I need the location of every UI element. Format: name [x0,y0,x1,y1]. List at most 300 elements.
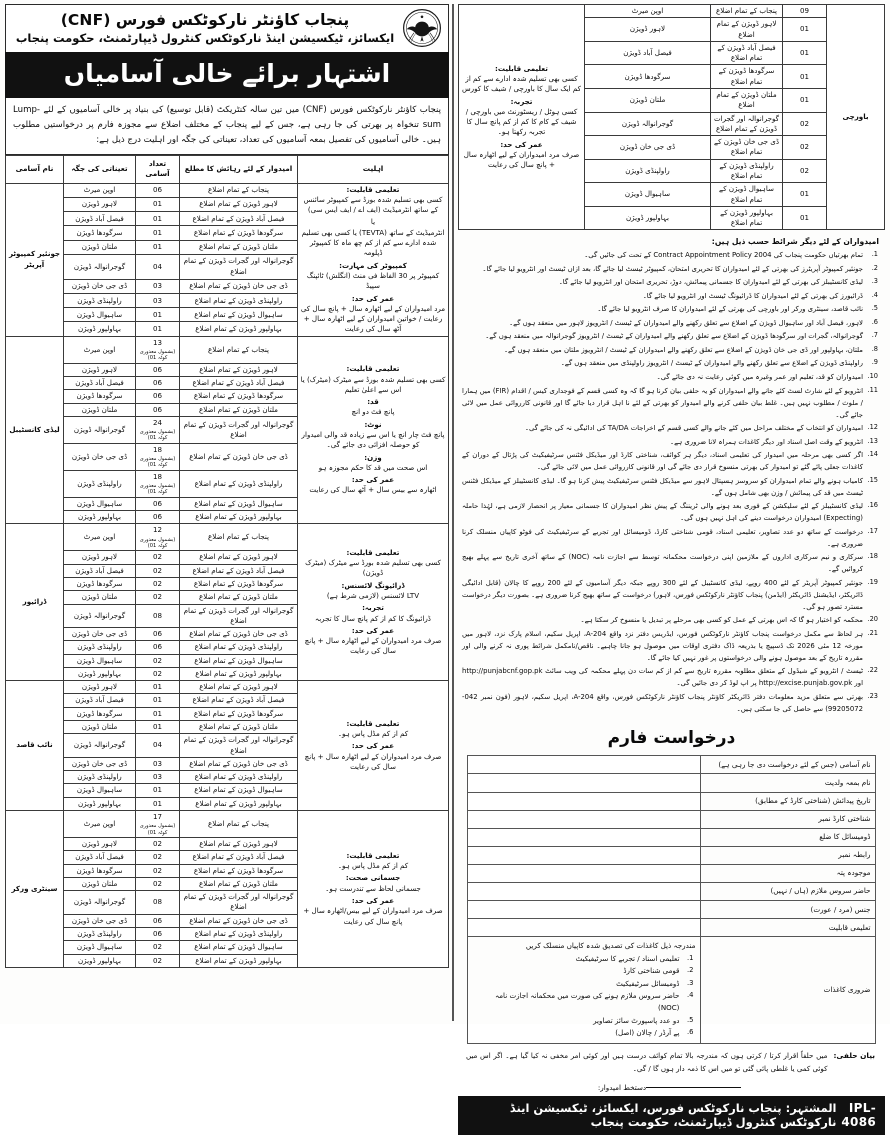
post-name-cell: سینٹری ورکر [6,811,64,968]
domicile-cell: راولپنڈی ڈویژن کے تمام اضلاع [180,294,298,308]
form-field-label: تعلیمی قابلیت [701,919,876,937]
table-row [6,681,449,694]
posting-place-cell: فیصل آباد ڈویژن [585,41,711,65]
eligibility-heading: تجربہ: [362,603,384,613]
disability-quota-note: (بشمول معذوری کوٹہ 01) [139,536,176,550]
vacancy-count: 02 [783,136,827,160]
posting-place-cell: لاہور ڈویژن [64,363,136,376]
form-field-label: نام آسامی (جس کے لئے درخواست دی جا رہی ہے) [701,756,876,774]
vacancy-count: 06 [136,927,180,940]
posting-place-cell: راولپنڈی ڈویژن [585,159,711,183]
vacancy-count: 02 [136,654,180,667]
vacancy-count: 01 [136,226,180,240]
vacancy-count: 03 [136,279,180,293]
domicile-cell: فیصل آباد ڈویژن کے تمام اضلاع [180,212,298,226]
post-name-cell: لیڈی کانسٹیبل [6,336,64,524]
form-field-label: رابطہ نمبر [701,846,876,864]
vacancy-count: 03 [136,757,180,770]
posting-place-cell: راولپنڈی ڈویژن [64,470,136,497]
eligibility-text: پانچ فٹ چار انچ یا اس سے زیادہ قد والی امیدوار کو حوصلہ افزائی دی جائے گی۔ [301,430,445,450]
signature-row [458,1078,885,1096]
posting-place-cell: ڈی جی خان ڈویژن [585,136,711,160]
vacancy-count: 02 [136,941,180,954]
domicile-cell: بہاولپور ڈویژن کے تمام اضلاع [180,511,298,524]
vacancy-count: 02 [136,564,180,577]
condition-item: لیڈی کانسٹیبلز کے لئے سلیکشن کے فوری بعد ہونے والی ٹریننگ کے پیش نظر امیدواران کا جسمانی معیار پر انحصار لازمی ہے، لہٰذا حاملہ (Expecting) امیدواران درخواست دینے کی اہل نہیں ہوں گی۔ [462,502,863,523]
disability-quota-note: (بشمول معذوری کوٹہ 01) [139,456,176,469]
vacancy-count: 01 [136,694,180,707]
domicile-cell: راولپنڈی ڈویژن کے تمام اضلاع [711,159,783,183]
vacancy-count: 01 [136,197,180,211]
posting-place-cell: فیصل آباد ڈویژن [64,376,136,389]
col-domicile: امیدوار کے لئے رہائش کا مطلع [180,155,298,183]
post-name-cell: جونئیر کمپیوٹر آپریٹر [6,183,64,336]
condition-item: امیدواران کو قد، تعلیم اور عمر وغیرہ میں کوئی رعایت نہ دی جائے گی۔ [656,372,863,381]
condition-item: سرکاری و نیم سرکاری اداروں کے ملازمین اپنی درخواست محکمانہ توسط سے اجازت نامہ (NOC) کے ساتھ آخری تاریخ سے پہلے بھیج کروائیں گے۔ [462,553,863,574]
posting-place-cell: ساہیوال ڈویژن [585,183,711,207]
vacancy-count: 01 [136,681,180,694]
domicile-cell: لاہور ڈویژن کے تمام اضلاع [180,197,298,211]
form-row [467,864,876,882]
document-item: حاضر سروس ملازم ہونے کی صورت میں محکمانہ اجازت نامہ (NOC) [495,990,680,1013]
eligibility-text: ڈرائیونگ کا کم از کم پانچ سال کا تجربہ [315,613,431,623]
domicile-cell: ڈی جی خان ڈویژن کے تمام اضلاع [180,914,298,927]
vacancy-count: 02 [136,577,180,590]
condition-item: ڈرائیورز کی بھرتی کے لئے امیدواران کا ڈرائیونگ ٹیسٹ اور انٹرویو لیا جائے گا۔ [642,291,863,300]
domicile-cell: ساہیوال ڈویژن کے تمام اضلاع [711,183,783,207]
eligibility-cell [298,336,449,524]
domicile-cell: پنجاب کے تمام اضلاع [711,5,783,18]
ipl-reference: IPL-4086 [841,1100,876,1129]
eligibility-text: انٹرمیڈیٹ کے ساتھ (TEVTA) یا کسی بھی تسلیم شدہ ادارے سے کم از کم چھ ماہ کا کمپیوٹر ڈپلومہ [301,227,445,258]
form-field-input[interactable] [467,901,701,919]
document-item: قومی شناختی کارڈ [623,966,680,976]
posting-place-cell: بہاولپور ڈویژن [64,797,136,810]
left-column [453,4,885,1129]
eligibility-text: کسی بھی تسلیم شدہ بورڈ سے کمپیوٹر سائنس کے ساتھ انٹرمیڈیٹ (ایف اے / ایف ایس سی) [303,195,443,215]
table-row [6,524,449,551]
signature-line [646,1087,741,1088]
eligibility-text: کمپیوٹر پر 30 الفاظ فی منٹ (انگلش) ٹائپنگ سپیڈ [306,271,440,291]
domicile-cell: فیصل آباد ڈویژن کے تمام اضلاع [180,851,298,864]
posting-place-cell: ساہیوال ڈویژن [64,308,136,322]
form-field-label: ڈومیسائل کا ضلع [701,828,876,846]
conditions-section [458,230,885,720]
posting-place-cell: ملتان ڈویژن [64,591,136,604]
eligibility-text: جسمانی لحاظ سے تندرست ہو۔ [325,883,421,893]
eligibility-text: اس صحت میں قد کا حکم مجوزہ ہو [318,462,428,472]
vacancy-count: 18 (بشمول معذوری کوٹہ 01) [136,470,180,497]
posting-place-cell: اوپن میرٹ [64,811,136,838]
posting-place-cell: گوجرانوالہ ڈویژن [64,604,136,628]
posting-place-cell: گوجرانوالہ ڈویژن [64,416,136,443]
condition-item: گوجرانوالہ، گجرات اور سرگودھا ڈویژن کے اضلاع سے تعلق رکھنے والے امیدواران کے ٹیسٹ / انٹرویوز گوجرانوالہ میں منعقد ہوں گے۔ [485,332,863,341]
domicile-cell: سرگودھا ڈویژن کے تمام اضلاع [711,65,783,89]
condition-item: لیڈی کانسٹیبلز کی بھرتی کے لئے امیدواران کا جسمانی پیمائش، دوڑ، تحریری امتحان اور انٹرویو لیا جائے گا۔ [558,278,863,287]
posting-place-cell: راولپنڈی ڈویژن [64,294,136,308]
vacancy-count: 01 [136,797,180,810]
eligibility-heading: تعلیمی قابلیت: [346,850,400,860]
form-rows [467,756,876,1044]
eligibility-heading: ڈرائیونگ لائسنس: [341,580,405,590]
form-field-input[interactable] [467,828,701,846]
vacancy-count: 06 [136,914,180,927]
document-item: دو عدد پاسپورٹ سائز تصاویر [593,1015,680,1025]
eligibility-text: صرف مرد امیدواران کے لیے اٹھارہ سال + پانچ سال کی رعایت [304,751,442,772]
vacancy-count: 06 [136,628,180,641]
condition-item: ہر لحاظ سے مکمل درخواست پنجاب کاؤنٹر نارکوٹکس فورس، ایڈریس دفتر نزد واقع A-204، اپریل سکیم، اسلام پارک نزد، لاہور میں مورخہ 12 مئی 2026 تک ڈسپیچ یا بذریعہ ڈاک دفتری اوقات میں موصول ہو جانا چاہیے۔ ناقص/نامکمل شرائط پوری نہ کرنے والی اور مقررہ تاریخ کے بعد موصول ہونے والی درخواستوں پر غور نہیں کیا جائے گا۔ [462,629,863,662]
domicile-cell: پنجاب کے تمام اضلاع [180,336,298,363]
form-row [467,774,876,792]
eligibility-text: صرف مرد امیدواران کے لیے بیس/اٹھارہ سال + پانچ سال کی رعایت [303,906,443,926]
domicile-cell: ڈی جی خان ڈویژن کے تمام اضلاع [180,443,298,470]
eligibility-heading: عمر کی حد: [351,741,395,751]
declaration-block [458,1044,885,1078]
posting-place-cell: راولپنڈی ڈویژن [64,771,136,784]
domicile-cell: لاہور ڈویژن کے تمام اضلاع [711,18,783,42]
domicile-cell: ڈی جی خان ڈویژن کے تمام اضلاع [180,279,298,293]
condition-item: تمام بھرتیاں حکومت پنجاب کی Contract Appointment Policy 2004 کے تحت کی جائیں گی۔ [584,251,863,260]
form-row [467,919,876,937]
document-item: تعلیمی اسناد / تجربے کا سرٹیفیکیٹ [575,953,680,963]
baburchi-vacancy-table [458,4,885,230]
right-column [5,4,453,1021]
eligibility-text: صرف مرد امیدواران کے لیے اٹھارہ سال + پانچ سال کی رعایت [463,150,580,170]
domicile-cell: ملتان ڈویژن کے تمام اضلاع [180,877,298,890]
vacancy-count: 02 [783,159,827,183]
org-title: پنجاب کاؤنٹر نارکوٹکس فورس (CNF) [60,10,350,29]
publisher-text: المشتہر: پنجاب نارکوٹکس فورس، ایکسائز، ٹیکسیشن اینڈ نارکوٹکس کنٹرول ڈیپارٹمنٹ، حکومت پنجاب [509,1100,837,1129]
domicile-cell: فیصل آباد ڈویژن کے تمام اضلاع [711,41,783,65]
vacancy-count: 02 [136,877,180,890]
domicile-cell: ملتان ڈویژن کے تمام اضلاع [180,403,298,416]
posting-place-cell: بہاولپور ڈویژن [585,206,711,230]
conditions-heading: امیدواران کے لئے دیگر شرائط حسب ذیل ہیں: [711,237,879,247]
form-field-input[interactable] [467,846,701,864]
eligibility-heading: تجربہ: [510,96,533,106]
domicile-cell: فیصل آباد ڈویژن کے تمام اضلاع [180,376,298,389]
post-name-cell: نائب قاصد [6,681,64,811]
form-title: درخواست فارم [607,728,736,749]
eligibility-cell [298,811,449,968]
domicile-cell: ساہیوال ڈویژن کے تمام اضلاع [180,654,298,667]
conditions-list [462,249,879,715]
eligibility-text: صرف مرد امیدواران کے لیے اٹھارہ سال + پانچ سال کی رعایت [304,636,442,656]
domicile-cell: لاہور ڈویژن کے تمام اضلاع [180,363,298,376]
vacancy-count: 01 [136,784,180,797]
table-row [6,336,449,363]
vacancy-count: 06 [136,390,180,403]
domicile-cell: راولپنڈی ڈویژن کے تمام اضلاع [180,641,298,654]
documents-list [473,953,696,1040]
domicile-cell: فیصل آباد ڈویژن کے تمام اضلاع [180,564,298,577]
domicile-cell: گوجرانوالہ اور گجرات ڈویژن کے تمام اضلاع [180,734,298,758]
eligibility-text: کم از کم مڈل پاس ہو۔ [337,861,409,871]
posting-place-cell: بہاولپور ڈویژن [64,511,136,524]
posting-place-cell: سرگودھا ڈویژن [64,226,136,240]
eligibility-text: مرد امیدواران کے لیے اٹھارہ سال + پانچ سال کی رعایت / خواتین امیدواران کے لیے اٹھارہ سال + آٹھ سال کی رعایت [300,303,446,334]
eligibility-heading: عمر کی حد: [351,625,395,635]
eligibility-heading: تعلیمی قابلیت: [495,63,548,73]
domicile-cell: راولپنڈی ڈویژن کے تمام اضلاع [180,927,298,940]
domicile-cell: سرگودھا ڈویژن کے تمام اضلاع [180,390,298,403]
form-field-label: نام بمعہ ولدیت [701,774,876,792]
vacancy-count: 02 [136,551,180,564]
eligibility-heading: عمر کی حد: [351,896,395,906]
eligibility-cell [298,681,449,811]
condition-item: انٹرویو کے وقت اصل اسناد اور دیگر کاغذات ہمراہ لانا ضروری ہے۔ [670,437,863,446]
eligibility-heading: تعلیمی قابلیت: [346,184,400,194]
eligibility-cell [459,5,585,230]
domicile-cell: ساہیوال ڈویژن کے تمام اضلاع [180,784,298,797]
domicile-cell: ملتان ڈویژن کے تمام اضلاع [180,240,298,254]
posting-place-cell: ڈی جی خان ڈویژن [64,628,136,641]
posting-place-cell: ساہیوال ڈویژن [64,654,136,667]
posting-place-cell: ملتان ڈویژن [64,721,136,734]
form-row [467,882,876,900]
domicile-cell: ملتان ڈویژن کے تمام اضلاع [180,591,298,604]
table-row [6,183,449,197]
vacancy-count: 09 [783,5,827,18]
vacancy-count: 06 [136,183,180,197]
posting-place-cell: ڈی جی خان ڈویژن [64,279,136,293]
posting-place-cell: ساہیوال ڈویژن [64,784,136,797]
eligibility-text: کسی ہوٹل / ریسٹورنٹ میں باورچی / شیف کے کام کا کم از کم پانچ سال کا تجربہ رکھتا ہو۔ [465,106,578,137]
eligibility-text: LTV لائسنس (لازمی شرط ہے) [326,591,420,600]
vacancy-count: 03 [136,771,180,784]
condition-item: بھرتی سے متعلق مزید معلومات دفتر ڈائریکٹر کاؤنٹر پنجاب کاؤنٹر نارکوٹکس فورس، واقع A-204، اپریل سکیم، لاہور (فون نمبر 042-99205072) سے حاصل کی جا سکتی ہیں۔ [462,692,863,713]
domicile-cell: ڈی جی خان ڈویژن کے تمام اضلاع [180,628,298,641]
domicile-cell: لاہور ڈویژن کے تمام اضلاع [180,681,298,694]
vacancy-count: 01 [136,240,180,254]
vacancy-count: 06 [136,641,180,654]
domicile-cell: بہاولپور ڈویژن کے تمام اضلاع [180,797,298,810]
advertisement-banner: اشتہار برائے خالی آسامیاں [5,52,449,98]
posting-place-cell: بہاولپور ڈویژن [64,954,136,967]
vacancy-count: 03 [136,294,180,308]
eligibility-heading: نوٹ: [364,419,382,429]
document-item: ڈومیسائل سرٹیفیکیٹ [616,978,680,988]
vacancy-count: 17 (بشمول معذوری کوٹہ 01) [136,811,180,838]
domicile-cell: لاہور ڈویژن کے تمام اضلاع [180,551,298,564]
condition-item: نائب قاصد، سینٹری ورکر اور باورچی کی بھرتی کے لئے امیدواران کا صرف انٹرویو لیا جائے گا۔ [597,305,863,314]
vacancy-count: 06 [136,403,180,416]
eligibility-text: کسی بھی تسلیم شدہ ادارے سے کم از کم ایک سال کا باورچی / شیف کا کورس [462,74,581,94]
posting-place-cell: ملتان ڈویژن [64,240,136,254]
eligibility-cell [298,183,449,336]
eligibility-text: کسی بھی تسلیم شدہ بورڈ سے میٹرک (میٹرک ڈویژن) [305,558,441,578]
col-count: تعداد آسامی [136,155,180,183]
table-row [6,811,449,838]
form-row [467,846,876,864]
domicile-cell: بہاولپور ڈویژن کے تمام اضلاع [180,322,298,336]
posting-place-cell: ڈی جی خان ڈویژن [64,914,136,927]
vacancy-count: 01 [783,183,827,207]
disability-quota-note: (بشمول معذوری کوٹہ 01) [139,483,176,496]
posting-place-cell: لاہور ڈویژن [64,838,136,851]
domicile-cell: لاہور ڈویژن کے تمام اضلاع [180,838,298,851]
vacancy-count: 24 (بشمول معذوری کوٹہ 01) [136,416,180,443]
vacancy-count: 02 [136,954,180,967]
domicile-cell: پنجاب کے تمام اضلاع [180,811,298,838]
col-eligibility: اہلیت [298,155,449,183]
required-documents-cell [467,937,701,1044]
org-subtitle: ایکسائز، ٹیکسیشن اینڈ نارکوٹکس کنٹرول ڈیپارٹمنٹ، حکومت پنجاب [15,30,395,45]
vacancy-count: 06 [136,376,180,389]
domicile-cell: ساہیوال ڈویژن کے تمام اضلاع [180,941,298,954]
posting-place-cell: فیصل آباد ڈویژن [64,564,136,577]
vacancy-count: 02 [136,667,180,680]
required-documents-label: ضروری کاغذات [701,937,876,1044]
domicile-cell: سرگودھا ڈویژن کے تمام اضلاع [180,864,298,877]
condition-item: کامیاب ہونے والے تمام امیدواران کو سروسز ہسپتال لاہور سے میڈیکل فٹنس سرٹیفیکیٹ پیش کرنا ہو گا۔ لیڈی کانسٹیبلز کے میڈیکل فٹنس ٹیسٹ میں قد کی پیمائش / وزن بھی شامل ہوں گے۔ [462,476,863,497]
domicile-cell: ڈی جی خان ڈویژن کے تمام اضلاع [711,136,783,160]
posting-place-cell: ساہیوال ڈویژن [64,497,136,510]
posting-place-cell: سرگودھا ڈویژن [64,707,136,720]
vacancy-count: 01 [136,212,180,226]
vacancy-count: 08 [136,891,180,915]
masthead-text [12,10,402,46]
posting-place-cell: اوپن میرٹ [585,5,711,18]
posting-place-cell: ڈی جی خان ڈویژن [64,443,136,470]
domicile-cell: گوجرانوالہ اور گجرات ڈویژن کے تمام اضلاع [711,112,783,136]
documents-lead-text: مندرجہ ذیل کاغذات کی تصدیق شدہ کاپیاں منسلک کریں [525,940,696,950]
col-post: نام آسامی [6,155,64,183]
eligibility-cell [298,524,449,681]
eligibility-heading: عمر کی حد: [351,293,395,303]
vacancy-count: 01 [136,721,180,734]
posting-place-cell: لاہور ڈویژن [585,18,711,42]
condition-item: ٹیسٹ / انٹرویو کے شیڈول کے متعلق مطلوبہ مقررہ تاریخ سے کم از کم سات دن پہلے محکمہ کی ویب سائٹ http://punjabcnf.gop.pk اور http://excise.punjab.gov.pk پر اپ لوڈ کر دی جائیں گی۔ [462,667,863,688]
condition-item: جونئیر کمپیوٹر آپریٹر کے لئے 400 روپے، لیڈی کانسٹیبل کے لئے 300 روپے جبکہ دیگر آسامیوں کے لئے 200 روپے کا چالان (قابل ادائیگی ڈائریکٹر، ایڈیشنل ڈائریکٹر (ایڈمن) پنجاب کاؤنٹر نارکوٹکس فورس، لاہور) درخواست کے ساتھ بھیج کرنا ضروری ہے۔ بصورت دیگر درخواست مسترد تصور ہو گی۔ [462,578,864,611]
eligibility-heading: جسمانی صحت: [345,873,401,883]
domicile-cell: گوجرانوالہ اور گجرات ڈویژن کے تمام اضلاع [180,416,298,443]
vacancy-count: 02 [136,864,180,877]
form-row [467,810,876,828]
vacancy-header-row [6,155,449,183]
vacancy-count: 01 [136,308,180,322]
condition-item: راولپنڈی ڈویژن کے اضلاع سے تعلق رکھنے والے امیدواران کے ٹیسٹ / انٹرویوز راولپنڈی میں منعقد ہوں گے۔ [560,359,863,368]
vacancy-table-head [6,155,449,183]
posting-place-cell: سرگودھا ڈویژن [64,864,136,877]
posting-place-cell: گوجرانوالہ ڈویژن [64,734,136,758]
domicile-cell: ملتان ڈویژن کے تمام اضلاع [180,721,298,734]
vacancy-count: 01 [136,322,180,336]
posting-place-cell: ملتان ڈویژن [64,403,136,416]
domicile-cell: سرگودھا ڈویژن کے تمام اضلاع [180,577,298,590]
eligibility-text: کم از کم مڈل پاس ہو۔ [337,729,409,739]
domicile-cell: بہاولپور ڈویژن کے تمام اضلاع [180,667,298,680]
condition-item: ملتان، بہاولپور اور ڈی جی خان ڈویژن کے اضلاع سے تعلق رکھنے والے امیدواران کے ٹیسٹ / انٹرویوز ملتان میں منعقد ہوں گے۔ [503,345,863,354]
vacancy-count: 06 [136,511,180,524]
posting-place-cell: سرگودھا ڈویژن [585,65,711,89]
vacancy-count: 02 [136,851,180,864]
eligibility-heading: یا [370,216,376,226]
posting-place-cell: ملتان ڈویژن [64,877,136,890]
condition-item: محکمہ کو اختیار ہو گا کہ اس بھرتی کے عمل کو کسی بھی مرحلے پر تبدیل یا منسوخ کر سکتا ہے۔ [580,616,863,625]
posting-place-cell: فیصل آباد ڈویژن [64,851,136,864]
document-item: پے آرڈر / چالان (اصل) [615,1028,680,1038]
disability-quota-note: (بشمول معذوری کوٹہ 01) [139,348,176,362]
col-place: تعیناتی کی جگہ [64,155,136,183]
domicile-cell: سرگودھا ڈویژن کے تمام اضلاع [180,226,298,240]
eligibility-heading: تعلیمی قابلیت: [346,547,400,557]
eligibility-text: اٹھارہ سے بیس سال + آٹھ سال کی رعایت [309,485,437,495]
form-field-label: حاضر سروس ملازم (ہاں / نہیں) [701,882,876,900]
vacancy-count: 12 (بشمول معذوری کوٹہ 01) [136,524,180,551]
posting-place-cell: گوجرانوالہ ڈویژن [64,254,136,279]
form-field-input[interactable] [467,864,701,882]
posting-place-cell: بہاولپور ڈویژن [64,667,136,680]
posting-place-cell: لاہور ڈویژن [64,681,136,694]
form-field-input[interactable] [467,810,701,828]
form-field-input[interactable] [467,792,701,810]
signature-label: دستخط امیدوار: [597,1082,647,1092]
domicile-cell: ساہیوال ڈویژن کے تمام اضلاع [180,308,298,322]
declaration-label: بیان حلفی: [833,1051,875,1061]
domicile-cell: بہاولپور ڈویژن کے تمام اضلاع [180,954,298,967]
vacancy-count: 01 [783,41,827,65]
form-field-input[interactable] [467,882,701,900]
disability-quota-note: (بشمول معذوری کوٹہ 01) [139,823,176,836]
vacancy-count: 01 [783,65,827,89]
form-row-documents [467,937,876,1044]
domicile-cell: گوجرانوالہ اور گجرات ڈویژن کے تمام اضلاع [180,604,298,628]
eligibility-heading: عمر کی حد: [500,139,543,149]
vacancy-count: 01 [783,18,827,42]
form-row [467,756,876,774]
eligibility-heading: تعلیمی قابلیت: [346,718,400,728]
eligibility-heading: قد: [367,397,379,407]
vacancy-count: 06 [136,363,180,376]
eligibility-heading: تعلیمی قابلیت: [346,364,400,374]
form-field-input[interactable] [467,919,701,937]
punjab-cnf-emblem-icon [402,8,442,48]
vacancy-count: 01 [783,88,827,112]
vacancy-count: 18 (بشمول معذوری کوٹہ 01) [136,443,180,470]
masthead [5,4,449,52]
domicile-cell: راولپنڈی ڈویژن کے تمام اضلاع [180,771,298,784]
post-name-cell: ڈرائیور [6,524,64,681]
form-field-input[interactable] [467,756,701,774]
posting-place-cell: لاہور ڈویژن [64,551,136,564]
vacancy-table-body [6,183,449,967]
posting-place-cell: راولپنڈی ڈویژن [64,927,136,940]
posting-place-cell: بہاولپور ڈویژن [64,322,136,336]
condition-item: درخواست کے ساتھ دو عدد تصاویر، تعلیمی اسناد، قومی شناختی کارڈ، ڈومیسائل اور تجربے کے سرٹیفیکیٹ کی فوٹو کاپیاں منسلک کرنا ضروری ہے۔ [462,527,863,548]
domicile-cell: بہاولپور ڈویژن کے تمام اضلاع [711,206,783,230]
post-name-cell: باورچی [827,5,885,230]
domicile-cell: ساہیوال ڈویژن کے تمام اضلاع [180,497,298,510]
disability-quota-note: (بشمول معذوری کوٹہ 01) [139,429,176,442]
domicile-cell: فیصل آباد ڈویژن کے تمام اضلاع [180,694,298,707]
intro-paragraph: پنجاب کاؤنٹر نارکوٹکس فورس (CNF) میں تین سالہ کنٹریکٹ (قابل توسیع) کی بنیاد پر خالی آسامیوں کے لئے Lump-sum تنخواہ پر بھرتی کی جا رہی ہے، جس کے لیے پنجاب کے مختلف اضلاع سے مجوزہ فارم پر درخواستیں مطلوب ہیں۔ خالی آسامیوں کی تفصیل بمعہ آسامیوں کی تعداد، تعیناتی کی جگہ اور اہلیت درج ذیل ہے: [5,98,449,155]
form-field-label: موجودہ پتہ [701,864,876,882]
posting-place-cell: سرگودھا ڈویژن [64,390,136,403]
form-field-input[interactable] [467,774,701,792]
page-footer [458,1096,885,1135]
baburchi-rows [459,5,885,230]
posting-place-cell: اوپن میرٹ [64,183,136,197]
vacancy-count: 13 (بشمول معذوری کوٹہ 01) [136,336,180,363]
condition-item: انٹرویو کے لئے شارٹ لسٹ کئے جانے والے امیدواران کو یہ حلفی بیان کرنا ہو گا کہ وہ کسی قسم کے فوجداری کیس / اقدام (FIR) میں ہمارا / ملوث / مطلوب نہیں ہیں۔ غلط بیان حلفی کرنے والے امیدوار کو بھرتی کے لئے نا اہل قرار دیا جائے گا اور قانونی کارروائی عمل میں لائی جائے گی۔ [462,386,863,419]
table-row [459,5,885,18]
condition-item: لاہور، فیصل آباد اور ساہیوال ڈویژن کے اضلاع سے تعلق رکھنے والے امیدواران کے ٹیسٹ / انٹرویوز لاہور میں منعقد ہوں گے۔ [509,318,863,327]
posting-place-cell: اوپن میرٹ [64,336,136,363]
eligibility-text: پانچ فٹ دو انچ [351,407,395,417]
posting-place-cell: گوجرانوالہ ڈویژن [585,112,711,136]
posting-place-cell: فیصل آباد ڈویژن [64,694,136,707]
